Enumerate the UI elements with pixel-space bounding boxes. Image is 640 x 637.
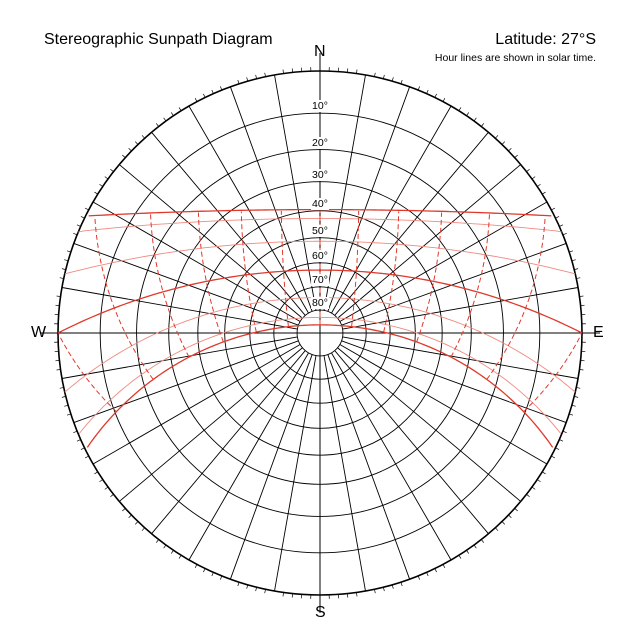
azimuth-tick (502, 521, 505, 524)
azimuth-tick (495, 528, 498, 531)
azimuth-tick (515, 155, 518, 158)
azimuth-tick (77, 225, 81, 227)
azimuth-tick (81, 216, 85, 218)
azimuth-tick (203, 94, 205, 98)
azimuth-tick (94, 192, 97, 194)
azimuth-tick (156, 123, 158, 126)
azimuth-tick (179, 107, 181, 110)
azimuth-tick (481, 539, 483, 542)
azimuth-tick (77, 440, 81, 442)
compass-south-label: S (315, 604, 326, 622)
azimuth-tick (515, 508, 518, 511)
altitude-label-60: 60° (311, 250, 329, 262)
azimuth-tick (99, 480, 102, 482)
altitude-label-80: 80° (311, 297, 329, 309)
azimuth-line-220 (152, 351, 306, 534)
azimuth-line-50 (338, 165, 521, 319)
azimuth-tick (122, 155, 125, 158)
azimuth-tick (435, 94, 437, 98)
azimuth-line-140 (335, 351, 489, 534)
azimuth-tick (142, 135, 145, 138)
azimuth-tick (156, 539, 158, 542)
azimuth-tick (551, 208, 555, 210)
azimuth-tick (474, 545, 476, 548)
azimuth-tick (495, 135, 498, 138)
altitude-label-20: 20° (311, 137, 329, 149)
altitude-label-70: 70° (311, 274, 329, 286)
azimuth-tick (195, 98, 197, 102)
azimuth-tick (203, 568, 205, 572)
altitude-label-30: 30° (311, 169, 329, 181)
compass-west-label: W (31, 324, 46, 342)
azimuth-tick (537, 184, 540, 186)
azimuth-tick (508, 515, 511, 518)
azimuth-tick (508, 148, 511, 151)
azimuth-tick (532, 177, 535, 179)
azimuth-tick (459, 107, 461, 110)
azimuth-tick (110, 169, 113, 171)
azimuth-tick (94, 472, 97, 474)
azimuth-tick (164, 545, 166, 548)
hour-lines-note: Hour lines are shown in solar time. (435, 52, 596, 64)
azimuth-tick (105, 177, 108, 179)
azimuth-tick (129, 148, 132, 151)
hour-line-16 (151, 214, 189, 357)
azimuth-line-40 (335, 132, 489, 315)
azimuth-tick (81, 448, 85, 450)
altitude-label-10: 10° (311, 100, 329, 112)
compass-north-label: N (314, 43, 326, 61)
azimuth-tick (135, 142, 138, 145)
azimuth-tick (142, 528, 145, 531)
azimuth-tick (85, 456, 89, 458)
azimuth-tick (467, 112, 469, 115)
hour-line-8 (451, 214, 489, 357)
diagram-title: Stereographic Sunpath Diagram (44, 31, 273, 49)
latitude-label: Latitude: 27°S (495, 31, 596, 49)
azimuth-tick (99, 184, 102, 186)
azimuth-line-310 (119, 165, 302, 319)
azimuth-tick (542, 192, 545, 194)
azimuth-tick (110, 494, 113, 496)
azimuth-tick (532, 487, 535, 489)
azimuth-tick (443, 564, 445, 568)
azimuth-tick (443, 98, 445, 102)
azimuth-tick (135, 521, 138, 524)
azimuth-tick (559, 440, 563, 442)
azimuth-tick (435, 568, 437, 572)
azimuth-tick (164, 118, 166, 121)
azimuth-tick (467, 550, 469, 553)
azimuth-tick (555, 448, 559, 450)
altitude-label-40: 40° (311, 198, 329, 210)
azimuth-tick (85, 208, 89, 210)
azimuth-tick (179, 555, 181, 558)
azimuth-line-320 (152, 132, 306, 315)
azimuth-tick (559, 225, 563, 227)
azimuth-tick (427, 572, 429, 576)
hour-line-14 (241, 211, 256, 332)
azimuth-tick (171, 550, 173, 553)
azimuth-tick (542, 472, 545, 474)
azimuth-tick (459, 555, 461, 558)
azimuth-tick (537, 480, 540, 482)
azimuth-tick (526, 494, 529, 496)
azimuth-tick (212, 572, 214, 576)
azimuth-tick (129, 515, 132, 518)
azimuth-tick (551, 456, 555, 458)
azimuth-tick (427, 90, 429, 94)
azimuth-tick (195, 564, 197, 568)
azimuth-tick (481, 123, 483, 126)
altitude-label-50: 50° (311, 225, 329, 237)
azimuth-tick (526, 169, 529, 171)
azimuth-tick (171, 112, 173, 115)
azimuth-tick (105, 487, 108, 489)
azimuth-tick (122, 508, 125, 511)
azimuth-tick (474, 118, 476, 121)
azimuth-tick (555, 216, 559, 218)
compass-east-label: E (593, 324, 604, 342)
azimuth-tick (212, 90, 214, 94)
azimuth-tick (502, 142, 505, 145)
hour-line-10 (384, 211, 399, 332)
